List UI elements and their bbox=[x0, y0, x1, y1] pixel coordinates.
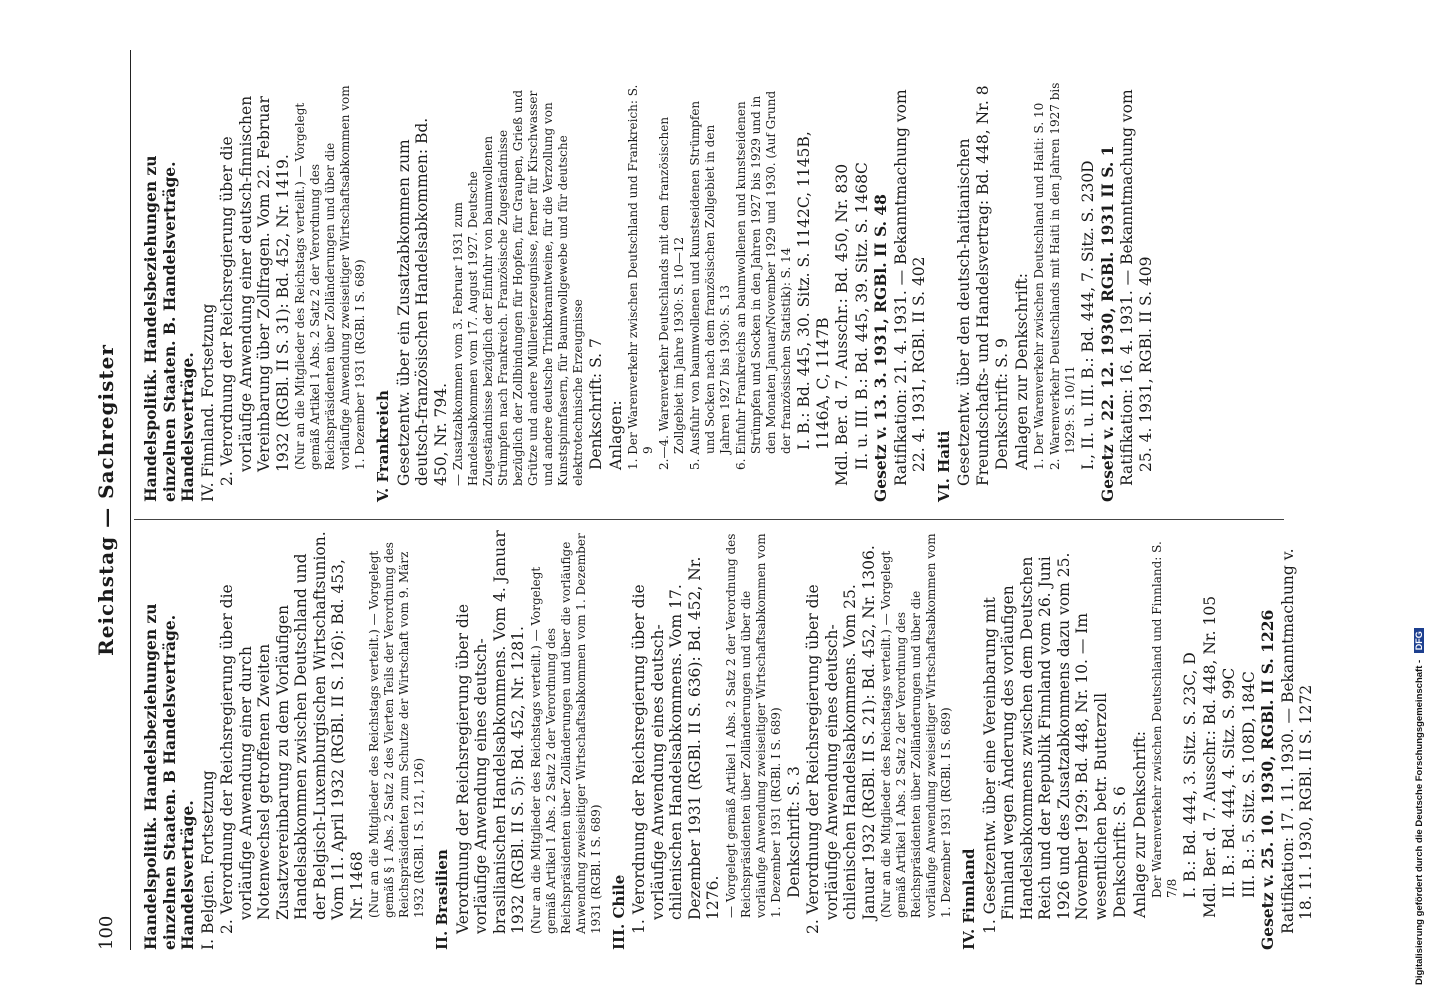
subsection-heading: III. Chile bbox=[609, 874, 628, 950]
entry-note: (Nur an die Mitglieder des Reichstags verteilt.) — Vorgelegt gemäß Artikel 1 Abs. 2 Satz 2 der Verordnung des Reichspräsidenten über Zolländerungen und über die vorläufige Anwendung zweiseitiger Wirtschaftsabkommen vom 1. Dezember 1931 (RGBl. I S. 689) bbox=[879, 533, 953, 918]
anlage-item: 2.—4. Warenverkehr Deutschlands mit dem französischen Zollgebiet im Jahre 1930: S. 10—12 bbox=[657, 116, 686, 470]
ratifikation-ref: Ratifikation: 17. 11. 1930. — Bekanntmachung v. 18. 11. 1930, RGBl. II S. 1272 bbox=[1278, 548, 1315, 934]
anlage-item: 6. Einfuhr Frankreichs an baumwollenen und kunstseidenen Strümpfen und Socken in den Jahren 1927 bis 1929 und in den Monaten Januar/November 1929 und 1930. (Auf Grund der französischen Statistik): S. 14 bbox=[734, 90, 793, 470]
entry-note: — Vorgelegt gemäß Artikel 1 Abs. 2 Satz 2 der Verordnung des Reichspräsidenten über Zolländerungen und über die vorläufige Anwendung zweiseitiger Wirtschaftsabkommen vom 1. Dezember 1931 (RGBl. I S. 689) bbox=[723, 533, 783, 918]
gesetz-ref: Gesetz v. 25. 10. 1930, RGBl. II S. 1226 bbox=[1258, 609, 1277, 950]
anlage-heading: Anlagen zur Denkschrift: bbox=[1012, 272, 1031, 470]
document-page bbox=[90, 50, 1315, 950]
subsection-heading: V. Frankreich bbox=[374, 390, 392, 502]
right-column bbox=[142, 82, 1156, 502]
entry-text: 1. Gesetzentw. über eine Vereinbarung mit Finnland wegen Änderung des vorläufigen Handelsabkommens zwischen dem Deutschen Reich und der Republik Finnland vom 26. Juni 1926 und des Zusatzabkommens dazu vom 25. November 1929: Bd. 448, Nr. 10. — Im wesentlichen betr. Butterzoll bbox=[980, 552, 1110, 934]
denkschrift-ref: Denkschrift: S. 9 bbox=[993, 338, 1011, 470]
subsection-heading: VI. Haiti bbox=[934, 430, 953, 502]
ratifikation-ref: Ratifikation: 21. 4. 1931. — Bekanntmachung vom 22. 4. 1931, RGBl. II S. 402 bbox=[891, 89, 928, 486]
gesetz-ref: Gesetz v. 22. 12. 1930, RGBl. 1931 II S. 1 bbox=[1097, 145, 1117, 502]
entry-note: (Nur an die Mitglieder des Reichstags verteilt.) — Vorgelegt gemäß Artikel 1 Abs. 2 Satz 2 der Verordnung des Reichspräsidenten über Zolländerungen und über die vorläufige Anwendung zweiseitiger Wirtschaftsabkommen vom 1. Dezember 1931 (RGBl. I S. 689) bbox=[528, 533, 603, 934]
anlage-item: 1. Der Warenverkehr zwischen Deutschland und Frankreich: S. 9 bbox=[626, 84, 655, 470]
entry-text: Gesetzentw. über ein Zusatzabkommen zum deutsch-französischen Handelsabkommen: Bd. 450, Nr. 794. bbox=[394, 117, 450, 486]
credit-text: Digitalisierung gefördert durch die Deutsche Forschungsgemeinschaft - bbox=[1414, 659, 1425, 985]
digitization-credit bbox=[1414, 5, 1425, 985]
session-ref: II. u. III. B.: Bd. 445, 39. Sitz. S. 1468C bbox=[852, 162, 871, 470]
entry-text: Verordnung der Reichsregierung über die vorläufige Anwendung eines deutsch-brasilianischen Handelsabkommens. Vom 4. Januar 1932 (RGBl. II S. 5): Bd. 452, Nr. 1281. bbox=[453, 530, 527, 934]
subsection-heading: IV. Finnland bbox=[960, 848, 978, 950]
session-ref: I. B.: Bd. 445, 30. Sitz. S. 1142C, 1145B, 1146A, C, 1147B bbox=[795, 131, 832, 450]
anlage-heading: Anlagen: bbox=[606, 400, 625, 470]
section-title: Handelspolitik. Handelsbeziehungen zu einzelnen Staaten. B Handelsverträge. Handelsverträge. bbox=[141, 603, 197, 950]
session-ref: I. B.: Bd. 444, 3. Sitz. S. 23C, D bbox=[1181, 652, 1199, 898]
entry-text: 2. Verordnung der Reichsregierung über die vorläufige Anwendung einer durch Notenwechsel getroffenen Zweiten Zusatzvereinbarung zu dem Vorläufigen Handelsabkommen zwischen Deutschland und der Belgisch-Luxemburgischen Wirtschaftsunion. Vom 11. April 1932 (RGBl. II S. 126): Bd. 453, Nr. 1468 bbox=[218, 531, 366, 934]
page-number: 100 bbox=[96, 915, 117, 950]
left-column bbox=[142, 530, 1317, 950]
session-ref: III. B.: 5. Sitz. S. 108D, 184C bbox=[1239, 671, 1258, 898]
session-ref: II. B.: Bd. 444, 4. Sitz. S. 99C bbox=[1220, 667, 1238, 898]
entry-text: 2. Verordnung der Reichsregierung über die vorläufige Anwendung einer deutsch-finnischen Vereinbarung über Zollfragen. Vom 22. Februar 1932 (RGBl. II S. 31): Bd. 452, Nr. 1419. bbox=[218, 95, 292, 486]
header-rule bbox=[130, 50, 131, 950]
entry-text: Gesetzentw. über den deutsch-haitianischen Freundschafts- und Handelsvertrag: Bd. 448, Nr. 8 bbox=[955, 85, 992, 486]
subsection-heading: IV. Finnland. Fortsetzung bbox=[198, 303, 217, 502]
session-ref: I., II. u. III. B.: Bd. 444, 7. Sitz. S. 230D bbox=[1079, 160, 1097, 470]
session-ref: Mdl. Ber. d. 7. Ausschr.: Bd. 450, Nr. 830 bbox=[833, 163, 851, 486]
entry-note: (Nur an die Mitglieder des Reichstags verteilt.) — Vorgelegt gemäß § 1 Abs. 2 Satz 2 des Vierten Teils der Verordnung des Reichspräsidenten zum Schutze der Wirtschaft vom 9. März 1932 (RGBl. I S. 121, 126) bbox=[367, 542, 426, 918]
entry-note: (Nur an die Mitglieder des Reichstags verteilt.) — Vorgelegt gemäß Artikel 1 Abs. 2 Satz 2 der Verordnung des Reichspräsidenten über Zolländerungen und über die vorläufige Anwendung zweiseitiger Wirtschaftsabkommen vom 1. Dezember 1931 (RGBl. I S. 689) bbox=[293, 85, 367, 470]
dfg-logo-icon: DFG bbox=[1414, 628, 1424, 653]
entry-note: — Zusatzabkommen vom 3. Februar 1931 zum Handelsabkommen vom 17. August 1927. Deutsche Zugeständnisse bezüglich der Einfuhr von baumwollenen Strümpfen nach Frankreich. Französische Zugeständnisse bezüglich der Zollbindungen für Hopfen, für Graupen, Grieß und Grütze und andere Müllereierzeugnisse, ferner für Kirschwasser und andere deutsche Trinkbranntweine, für die Verzollung von Kunstspinnfasern, für Baumwollgewebe und für deutsche elektrotechnische Erzeugnisse bbox=[451, 89, 585, 486]
anlage-item: 1. Der Warenverkehr zwischen Deutschland und Haiti: S. 10 bbox=[1032, 102, 1046, 470]
anlage-item: 2. Warenverkehr Deutschlands mit Haiti in den Jahren 1927 bis 1929: S. 10/11 bbox=[1048, 82, 1077, 470]
entry-text: 2. Verordnung der Reichsregierung über die vorläufige Anwendung eines deutsch-chilenischen Handelsabkommens. Vom 25. Januar 1932 (RGBl. II S. 21): Bd. 452, Nr. 1306. bbox=[804, 545, 878, 934]
ratifikation-ref: Ratifikation: 16. 4. 1931. — Bekanntmachung vom 25. 4. 1931, RGBl. II S. 409 bbox=[1118, 89, 1155, 486]
session-ref: Mdl. Ber. d. 7. Ausschr.: Bd. 448, Nr. 105 bbox=[1200, 595, 1219, 918]
denkschrift-ref: Denkschrift: S. 6 bbox=[1111, 786, 1129, 918]
anlage-item: Der Warenverkehr zwischen Deutschland und Finnland: S. 7/8 bbox=[1150, 541, 1179, 898]
gesetz-ref: Gesetz v. 13. 3. 1931, RGBl. II S. 48 bbox=[871, 194, 890, 502]
page-header bbox=[90, 50, 134, 950]
denkschrift-ref: Denkschrift: S. 7 bbox=[587, 338, 605, 470]
section-title: Handelspolitik. Handelsbeziehungen zu einzelnen Staaten. B. Handelsverträge. Handelsverträge. bbox=[141, 155, 197, 502]
column-divider bbox=[134, 519, 1284, 520]
entry-text: 1. Verordnung der Reichsregierung über die vorläufige Anwendung eines deutsch-chilenischen Handelsabkommens. Vom 17. Dezember 1931 (RGBl. II S. 636): Bd. 452, Nr. 1276. bbox=[630, 556, 722, 934]
anlage-item: 5. Ausfuhr von baumwollenen und kunstseidenen Strümpfen und Socken nach dem französischen Zollgebiet in den Jahren 1927 bis 1930: S. 13 bbox=[688, 100, 732, 470]
denkschrift-ref: Denkschrift: S. 3 bbox=[784, 766, 803, 898]
subsection-heading: I. Belgien. Fortsetzung bbox=[198, 770, 217, 950]
subsection-heading: II. Brasilien bbox=[433, 849, 451, 950]
anlage-heading: Anlage zur Denkschrift: bbox=[1130, 730, 1149, 918]
running-head: Reichstag — Sachregister bbox=[94, 344, 118, 656]
